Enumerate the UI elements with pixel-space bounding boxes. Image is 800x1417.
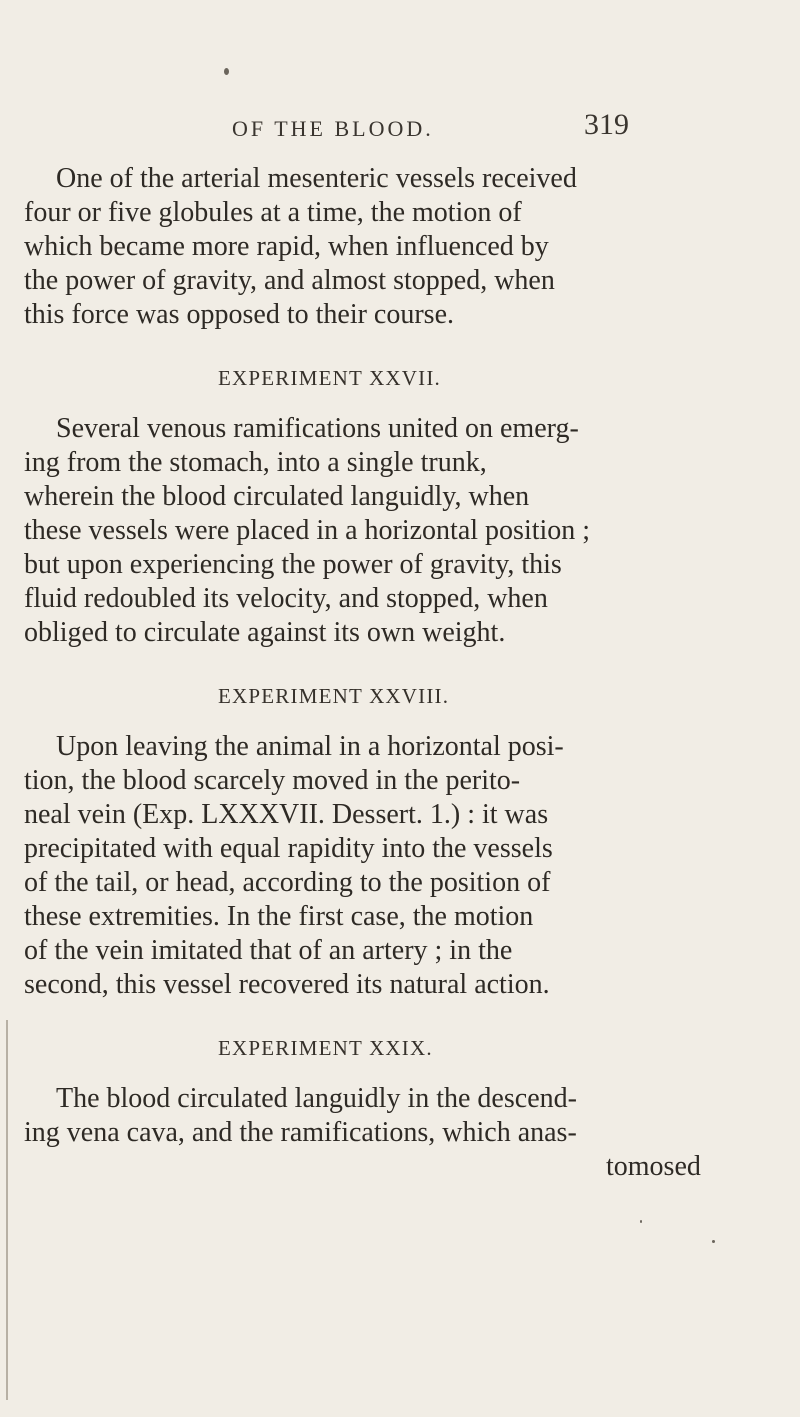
text-line: precipitated with equal rapidity into the vessels [24,833,553,864]
page-edge-shadow [6,1020,8,1400]
text-line: wherein the blood circulated languidly, when [24,481,530,512]
paper-speck [224,68,229,75]
text-line: second, this vessel recovered its natural action. [24,969,550,1000]
experiment-heading: EXPERIMENT XXVIII. [218,684,450,708]
page-number: 319 [584,108,629,141]
paper-speck [712,1240,715,1243]
text-line: Several venous ramifications united on emerg- [56,413,579,444]
text-line: ing vena cava, and the ramifications, which anas- [24,1117,577,1148]
text-line: tomosed [606,1151,701,1182]
text-line: tion, the blood scarcely moved in the perito- [24,765,521,796]
paper-speck [640,1220,642,1223]
text-line: this force was opposed to their course. [24,299,454,330]
text-line: The blood circulated languidly in the descend- [56,1083,577,1114]
text-line: obliged to circulate against its own weight. [24,617,506,648]
text-line: neal vein (Exp. LXXXVII. Dessert. 1.) : it was [24,799,549,830]
text-line: these extremities. In the first case, the motion [24,901,534,932]
text-line: of the tail, or head, according to the position of [24,867,551,898]
text-line: but upon experiencing the power of gravity, this [24,549,562,580]
text-line: fluid redoubled its velocity, and stopped, when [24,583,548,614]
page-header [0,108,800,148]
experiment-heading: EXPERIMENT XXVII. [218,366,441,390]
text-line: these vessels were placed in a horizontal position ; [24,515,591,546]
text-line: which became more rapid, when influenced by [24,231,549,262]
text-line: Upon leaving the animal in a horizontal posi- [56,731,564,762]
text-line: ing from the stomach, into a single trunk, [24,447,487,478]
text-line: four or five globules at a time, the motion of [24,197,522,228]
experiment-heading: EXPERIMENT XXIX. [218,1036,433,1060]
running-title: OF THE BLOOD. [232,116,434,141]
text-line: One of the arterial mesenteric vessels received [56,163,577,194]
text-line: of the vein imitated that of an artery ; in the [24,935,513,966]
text-line: the power of gravity, and almost stopped, when [24,265,555,296]
